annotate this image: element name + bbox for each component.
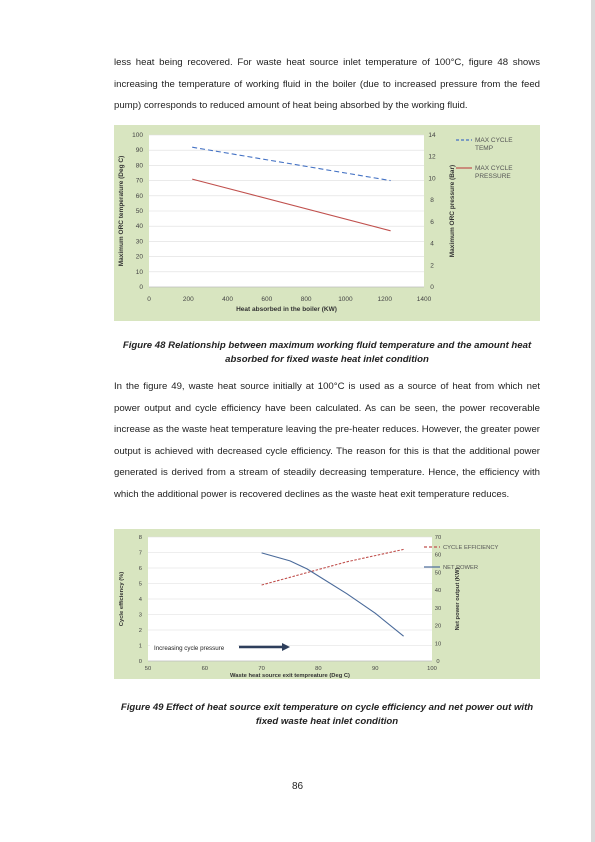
figure-49-chart — [114, 529, 540, 679]
y2-tick-label: 10 — [428, 175, 436, 183]
x-tick-label: 1400 — [416, 296, 432, 303]
y2-tick-label: 30 — [434, 605, 442, 612]
y-tick-label: 50 — [135, 208, 143, 215]
x-tick-label: 50 — [144, 666, 152, 672]
paragraph-1: less heat being recovered. For waste heat source inlet temperature of 100°C, figure 48 shows increasing the temperature of working fluid in the boiler (due to increased pressure from the feed pump) corresponds to reduced amount of heat being absorbed by the working fluid. — [114, 57, 540, 112]
y2-tick-label: 0 — [430, 284, 434, 291]
y-tick-label: 30 — [135, 238, 143, 246]
legend-label: MAX CYCLE — [475, 137, 513, 144]
y2-axis-label: Maximum ORC pressure (Bar) — [449, 164, 456, 258]
y2-tick-label: 12 — [428, 153, 436, 161]
y2-tick-label: 20 — [434, 623, 442, 630]
y-tick-label: 10 — [135, 268, 143, 276]
y-tick-label: 7 — [138, 550, 142, 557]
x-tick-label: 70 — [258, 666, 265, 672]
y-axis-label: Maximum ORC temperature (Deg C) — [118, 155, 125, 267]
y-axis-label: Cycle efficiency (%) — [119, 571, 125, 627]
y-tick-label: 20 — [135, 253, 143, 261]
y-tick-label: 8 — [138, 535, 142, 541]
y2-tick-label: 0 — [436, 659, 440, 665]
y-tick-label: 2 — [138, 628, 142, 634]
paragraph-2: In the figure 49, waste heat source initially at 100°C is used as a source of heat from which net power output and cycle efficiency have been calculated. As can be seen, the power recoverable increase as the waste heat temperature leaving the pre-heater reduces. However, the greater power output is achieved with decreased cycle efficiency. The reason for this is that the additional power generated is derived from a stream of steadily decreasing temperature. Hence, the efficiency with which the additional power is recovered declines as the waste heat exit temperature reduces. — [114, 381, 540, 500]
y-tick-label: 90 — [135, 147, 143, 155]
y2-tick-label: 50 — [434, 570, 442, 577]
y-tick-label: 1 — [138, 643, 142, 650]
x-tick-label: 90 — [371, 666, 379, 672]
y2-tick-label: 2 — [430, 262, 434, 270]
y-tick-label: 40 — [135, 223, 143, 231]
figure-48-svg — [114, 125, 540, 321]
x-tick-label: 200 — [182, 296, 194, 303]
annotation-label: Increasing cycle pressure — [154, 645, 225, 652]
x-tick-label: 80 — [315, 666, 322, 672]
y-tick-label: 3 — [138, 612, 142, 619]
y-tick-label: 4 — [138, 597, 142, 603]
y-tick-label: 0 — [138, 659, 142, 665]
x-axis-label: Heat absorbed in the boiler (KW) — [236, 306, 337, 313]
y-tick-label: 6 — [138, 566, 142, 572]
y2-tick-label: 70 — [434, 535, 442, 541]
y-tick-label: 80 — [135, 162, 143, 170]
y2-axis-label: Net power output (KW) — [455, 567, 461, 631]
legend-label: CYCLE EFFICIENCY — [443, 545, 499, 551]
y-tick-label: 0 — [139, 284, 143, 291]
x-tick-label: 100 — [427, 666, 437, 672]
x-tick-label: 600 — [261, 296, 273, 303]
x-tick-label: 800 — [300, 296, 312, 303]
x-axis-label: Waste heat source exit tempreature (Deg C) — [230, 673, 350, 679]
legend-label: NET POWER — [443, 565, 478, 571]
legend-label-cont: TEMP — [475, 145, 494, 152]
y2-tick-label: 8 — [430, 197, 434, 205]
y2-tick-label: 6 — [430, 218, 434, 226]
x-tick-label: 60 — [201, 666, 209, 672]
page-edge-shadow — [591, 0, 595, 842]
x-tick-label: 1000 — [338, 296, 353, 303]
figure-49-caption: Figure 49 Effect of heat source exit temperature on cycle efficiency and net power out with fixed waste heat inlet condition — [120, 702, 534, 727]
x-tick-label: 400 — [222, 296, 234, 303]
figure-49-svg — [114, 529, 540, 679]
y2-tick-label: 60 — [434, 552, 442, 559]
y2-tick-label: 10 — [434, 641, 442, 648]
y-tick-label: 60 — [135, 192, 143, 200]
legend-label-cont: PRESSURE — [475, 173, 511, 180]
figure-48-caption: Figure 48 Relationship between maximum working fluid temperature and the amount heat absorbed for fixed waste heat inlet condition — [122, 340, 532, 365]
y-tick-label: 100 — [132, 132, 143, 139]
y2-tick-label: 40 — [434, 588, 442, 595]
figure-48-chart — [114, 125, 540, 321]
page-number: 86 — [291, 781, 304, 792]
y-tick-label: 5 — [138, 581, 142, 588]
y2-tick-label: 4 — [430, 240, 434, 248]
x-tick-label: 0 — [147, 296, 151, 303]
x-tick-label: 1200 — [377, 296, 392, 303]
y-tick-label: 70 — [135, 177, 143, 185]
legend-label: MAX CYCLE — [475, 165, 513, 172]
y2-tick-label: 14 — [428, 132, 436, 139]
